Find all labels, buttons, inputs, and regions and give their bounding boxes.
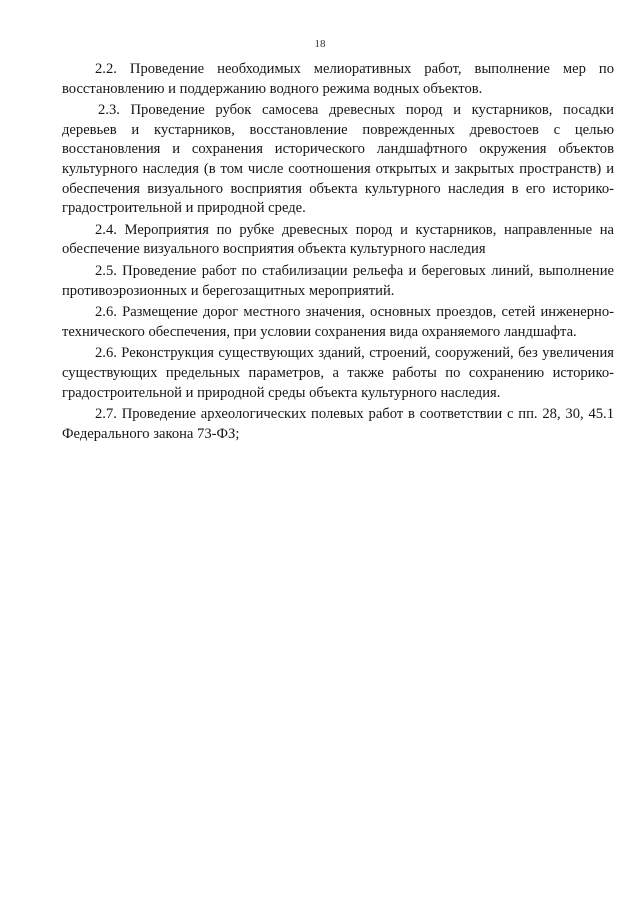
document-body xyxy=(62,60,614,446)
paragraph-2-4: 2.4. Мероприятия по рубке древесных пород и кустарников, направленные на обеспечение визуального восприятия объекта культурного наследия xyxy=(62,221,614,258)
paragraph-2-2: 2.2. Проведение необходимых мелиоративных работ, выполнение мер по восстановлению и поддержанию водного режима водных объектов. xyxy=(62,61,614,97)
paragraph-2-6-placement: 2.6. Размещение дорог местного значения, основных проездов, сетей инженерно-технического обеспечения, при условии сохранения вида охраняемого ландшафта. xyxy=(62,304,614,340)
paragraph-2-3: 2.3. Проведение рубок самосева древесных пород и кустарников, посадки деревьев и кустарников, восстановление поврежденных древостоев с целью восстановления и сохранения исторического ландшафтного окружения объектов культурного наследия (в том числе соотношения открытых и закрытых пространств) и обеспечения визуального восприятия объекта культурного наследия в его историко-градостроительной и природной среде. xyxy=(62,102,614,217)
paragraph-2-6-reconstruction: 2.6. Реконструкция существующих зданий, строений, сооружений, без увеличения существующих предельных параметров, а также работы по сохранению историко-градостроительной и природной среды объекта культурного наследия. xyxy=(62,345,614,401)
page-number: 18 xyxy=(314,38,326,50)
paragraph-2-7: 2.7. Проведение археологических полевых работ в соответствии с пп. 28, 30, 45.1 Федерального закона 73-ФЗ; xyxy=(62,406,614,442)
paragraph-2-5: 2.5. Проведение работ по стабилизации рельефа и береговых линий, выполнение противоэрозионных и берегозащитных мероприятий. xyxy=(62,262,614,299)
